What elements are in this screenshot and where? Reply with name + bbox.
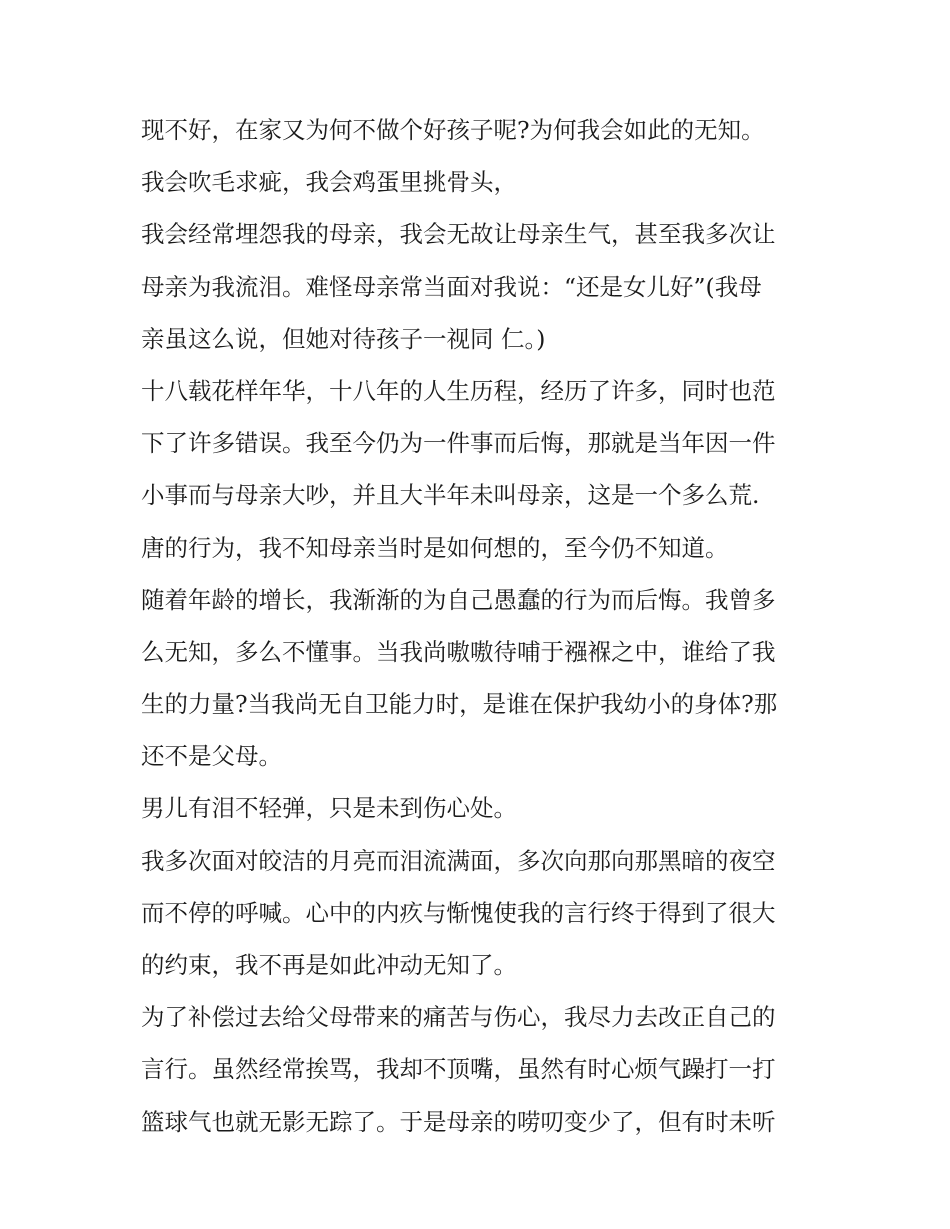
text-line: 还不是父母。 [141, 742, 282, 771]
text-line: 亲虽这么说，但她对待孩子一视同 仁。) [141, 324, 546, 353]
text-line: 言行。虽然经常挨骂，我却不顶嘴，虽然有时心烦气躁打一打 [141, 1055, 776, 1084]
text-line: 么无知，多么不懂事。当我尚嗷嗷待哺于襁褓之中，谁给了我 [141, 637, 776, 666]
text-line: 的约束，我不再是如此冲动无知了。 [141, 951, 517, 979]
text-line: 我会经常埋怨我的母亲，我会无故让母亲生气，甚至我多次让 [141, 220, 776, 249]
text-line: 唐的行为，我不知母亲当时是如何想的，至今仍不知道。 [141, 533, 729, 562]
text-line: 男儿有泪不轻弹，只是未到伤心处。 [141, 794, 517, 823]
text-line: 我多次面对皎洁的月亮而泪流满面，多次向那向那黑暗的夜空 [141, 846, 776, 875]
text-line: 随着年龄的增长，我渐渐的为自己愚蠢的行为而后悔。我曾多 [141, 585, 776, 614]
body-text [141, 104, 821, 1148]
text-line: 而不停的呼喊。心中的内疚与惭愧使我的言行终于得到了很大 [141, 898, 776, 927]
text-line: 十八载花样年华，十八年的人生历程，经历了许多，同时也范 [141, 376, 776, 405]
text-line: 篮球气也就无影无踪了。于是母亲的唠叨变少了，但有时未听 [141, 1107, 776, 1136]
text-line: 我会吹毛求疵，我会鸡蛋里挑骨头， [141, 168, 517, 197]
text-line: 小事而与母亲大吵，并且大半年未叫母亲，这是一个多么荒. [141, 481, 760, 510]
text-line: 下了许多错误。我至今仍为一件事而后悔，那就是当年因一件 [141, 429, 776, 458]
text-line: 生的力量?当我尚无自卫能力时，是谁在保护我幼小的身体?那 [141, 690, 778, 719]
text-line: 为了补偿过去给父母带来的痛苦与伤心，我尽力去改正自己的 [141, 1003, 776, 1032]
text-line: 现不好，在家又为何不做个好孩子呢?为何我会如此的无知。 [141, 116, 765, 144]
text-line: 母亲为我流泪。难怪母亲常当面对我说：“还是女儿好”(我母 [141, 272, 762, 301]
